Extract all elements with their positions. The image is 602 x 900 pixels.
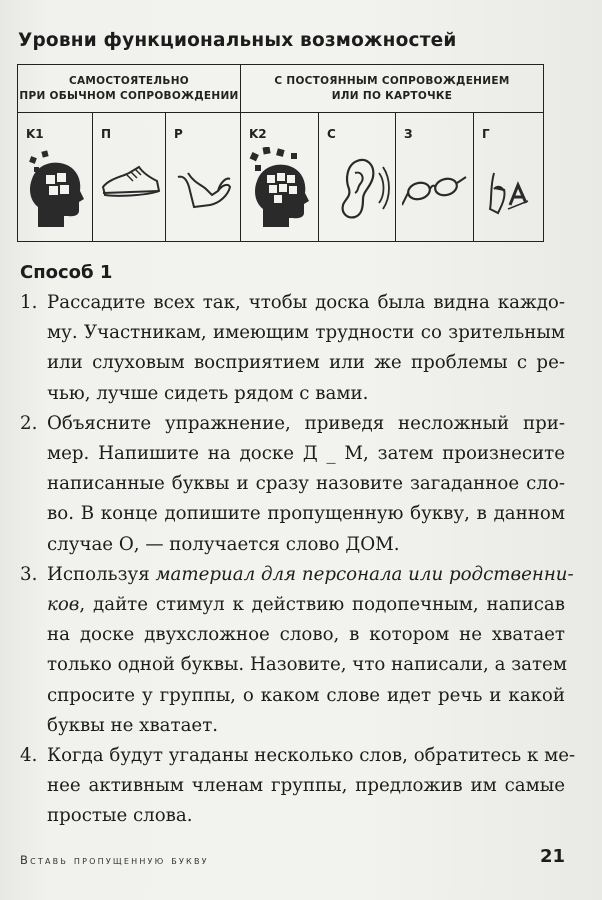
level-cell-g: [474, 113, 544, 241]
step-text-italic: материал для персонала или родственни-: [155, 563, 574, 585]
group-header-line: С ПОСТОЯННЫМ СОПРОВОЖДЕНИЕМ: [274, 74, 510, 87]
group-header-constant-support: [241, 65, 543, 112]
running-footer-title: Вставь пропущенную букву: [20, 853, 209, 867]
steps-list: [20, 288, 576, 832]
step-text-line: мер. Напишите на доске Д _ М, затем произнесите: [47, 443, 565, 465]
step-text-line: или слуховым восприятием или же проблемы с ре-: [47, 352, 565, 374]
head-puzzle-icon: [24, 147, 88, 231]
step-text-line: [47, 590, 565, 620]
step-text-plain: Используя: [47, 563, 156, 585]
level-cell-k1: [18, 113, 93, 241]
step-text-line: буквы не хватает.: [47, 714, 219, 736]
list-item: [20, 288, 565, 409]
step-number: 1.: [20, 292, 38, 313]
group-header-independent: [18, 65, 241, 112]
step-text-line: Когда будут угаданы несколько слов, обратитесь к ме-: [47, 745, 576, 767]
ear-icon: [325, 147, 391, 231]
functional-levels-table: [17, 64, 544, 242]
level-code: Р: [174, 127, 183, 141]
step-text-line: написанные буквы и сразу назовите загаданное сло-: [47, 473, 565, 495]
step-text-plain: , дайте стимул к действию подопечным, написав: [79, 594, 565, 616]
level-cell-r: [166, 113, 241, 241]
method-title: Способ 1: [20, 262, 113, 283]
step-text-line: чью, лучше сидеть рядом с вами.: [47, 382, 369, 404]
level-code: С: [327, 127, 336, 141]
step-text-line: только одной буквы. Назовите, что написали, а затем: [47, 654, 567, 676]
step-text-line: во. В конце допишите пропущенную букву, в данном: [47, 503, 565, 525]
level-code: З: [404, 127, 413, 141]
mouth-letter-icon: [480, 147, 542, 231]
step-text-italic: ков: [47, 594, 80, 616]
group-header-line: ПРИ ОБЫЧНОМ СОПРОВОЖДЕНИИ: [19, 89, 239, 102]
step-text-line: спросите у группы, о каком слове идет речь и какой: [47, 684, 565, 706]
step-text-line: простые слова.: [47, 805, 193, 827]
step-text-line: [47, 560, 574, 590]
step-number: 4.: [20, 745, 38, 767]
hand-icon: [172, 147, 236, 231]
level-code: K1: [26, 127, 44, 141]
glasses-icon: [402, 147, 468, 231]
level-code: П: [101, 127, 112, 141]
step-text-line: случае О, — получается слово ДОМ.: [47, 533, 400, 555]
list-item: [20, 560, 574, 741]
level-code: Г: [482, 127, 490, 141]
list-item: [20, 741, 576, 832]
group-header-line: САМОСТОЯТЕЛЬНО: [68, 74, 190, 87]
step-text-line: му. Участникам, имеющим трудности со зрительным: [47, 322, 565, 344]
step-text-line: нее активным членам группы, предложив им самые: [47, 775, 565, 797]
page-heading: Уровни функциональных возможностей: [18, 30, 457, 51]
head-puzzle-large-icon: [247, 147, 313, 231]
group-header-line: ИЛИ ПО КАРТОЧКЕ: [331, 89, 453, 102]
step-number: 3.: [20, 563, 38, 585]
step-text-line: Рассадите всех так, чтобы доска была видна каждо-: [47, 292, 565, 313]
level-cell-s: [319, 113, 396, 241]
level-cell-k2: [241, 113, 319, 241]
list-item: [20, 409, 565, 560]
page-number: 21: [540, 846, 566, 867]
step-text-line: Объясните упражнение, приведя несложный при-: [47, 412, 565, 434]
level-code: K2: [249, 127, 267, 141]
step-text-line: на доске двухсложное слово, в котором не хватает: [47, 624, 565, 646]
level-cell-z: [396, 113, 474, 241]
step-number: 2.: [20, 412, 38, 434]
sneaker-icon: [99, 147, 163, 231]
level-cell-p: [93, 113, 166, 241]
